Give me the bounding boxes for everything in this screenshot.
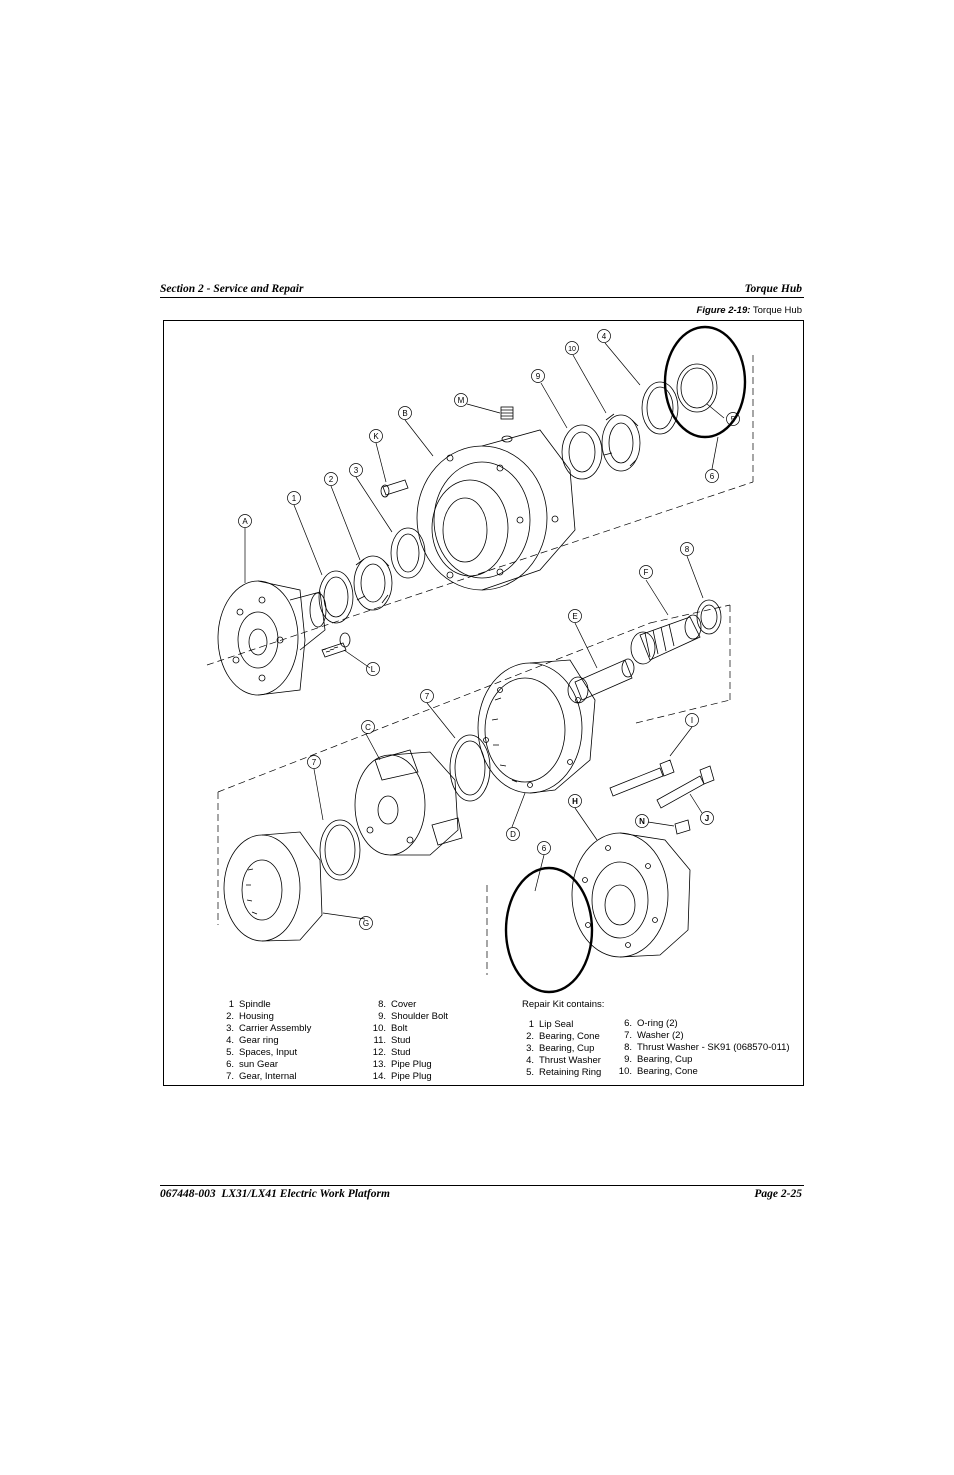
- list-item: 9. Shoulder Bolt: [378, 1011, 449, 1022]
- callout-4: 4: [601, 332, 607, 341]
- callout-d: D: [510, 830, 516, 839]
- figure-label: Figure 2-19:: [696, 305, 751, 316]
- callout-c: C: [365, 723, 371, 732]
- bearing-cup-9: [562, 425, 602, 479]
- header-topic: Torque Hub: [744, 283, 802, 295]
- list-item: 7. Washer (2): [624, 1030, 684, 1041]
- ring-gear: [224, 832, 322, 941]
- callout-h: H: [572, 797, 578, 806]
- callout-7-middle: 7: [424, 692, 430, 701]
- list-item: 12. Stud: [372, 1047, 411, 1058]
- housing: [417, 430, 575, 590]
- list-item: 8. Cover: [378, 999, 417, 1010]
- repair-kit-col1: [522, 1019, 601, 1079]
- list-item: 6. sun Gear: [226, 1059, 279, 1070]
- pipe-plug-m: [501, 407, 513, 419]
- callout-2: 2: [328, 475, 334, 484]
- list-item: 2. Housing: [226, 1011, 274, 1022]
- internal-gear-ring: [478, 660, 595, 793]
- callout-i: I: [690, 716, 694, 725]
- callout-f: F: [643, 568, 649, 577]
- retaining-ring-5: [677, 364, 717, 412]
- callout-b: B: [402, 409, 408, 418]
- bolt-j: [657, 766, 714, 808]
- list-item: 11. Stud: [373, 1035, 411, 1046]
- list-item: 10. Bolt: [372, 1023, 408, 1034]
- list-item: 5. Spaces, Input: [226, 1047, 298, 1058]
- list-item: 4. Gear ring: [226, 1035, 279, 1046]
- bearing-cup-3: [391, 528, 425, 578]
- shoulder-bolt-i: [610, 760, 674, 796]
- parts-list-col2: [368, 999, 448, 1083]
- bolt-k: [381, 480, 408, 497]
- list-item: 1 Spindle: [228, 999, 271, 1010]
- list-item: 5. Retaining Ring: [526, 1067, 602, 1078]
- assembly-axis-lines: [207, 355, 753, 975]
- callout-k: K: [373, 432, 379, 441]
- list-item: 1 Lip Seal: [528, 1019, 574, 1030]
- callout-m: M: [457, 396, 465, 405]
- cover: [572, 833, 690, 957]
- sun-gear-shaft: [568, 659, 634, 703]
- callout-a: A: [242, 517, 248, 526]
- callout-3: 3: [353, 466, 359, 475]
- bearing-cone-2: [354, 556, 392, 610]
- bearing-cone-10: [602, 414, 640, 471]
- bolt-l: [322, 633, 350, 657]
- list-item: 14. Pipe Plug: [372, 1071, 432, 1082]
- repair-kit-title: Repair Kit contains:: [522, 999, 605, 1010]
- footer-page: Page 2-25: [754, 1188, 802, 1200]
- footer-doc: 067448-003 LX31/LX41 Electric Work Platform: [160, 1188, 390, 1200]
- callout-6-lower: 6: [541, 844, 547, 853]
- spindle: [218, 581, 326, 695]
- list-item: 9. Bearing, Cup: [624, 1054, 693, 1065]
- callout-g: G: [362, 919, 370, 928]
- callout-j: J: [704, 814, 710, 823]
- list-item: 3. Bearing, Cup: [526, 1043, 595, 1054]
- figure-title: Torque Hub: [752, 305, 802, 316]
- list-item: 6. O-ring (2): [624, 1018, 678, 1029]
- repair-kit-col2: [614, 1018, 790, 1078]
- footer-rule: [160, 1185, 804, 1186]
- callout-7-left: 7: [311, 758, 317, 767]
- washer-7-left: [320, 820, 360, 880]
- list-item: 2. Bearing, Cone: [526, 1031, 600, 1042]
- callout-10: 10: [568, 346, 576, 353]
- callout-6-upper: 6: [709, 472, 715, 481]
- list-item: 7. Gear, Internal: [226, 1071, 297, 1082]
- callout-l: L: [370, 665, 376, 674]
- list-item: 3. Carrier Assembly: [226, 1023, 312, 1034]
- callout-5: 5: [730, 415, 736, 424]
- callout-1: 1: [291, 494, 297, 503]
- list-item: 8. Thrust Washer - SK91 (068570-011): [624, 1042, 790, 1053]
- carrier-assembly: [355, 750, 462, 855]
- input-gear-shaft: [631, 615, 701, 664]
- list-item: 4. Thrust Washer: [526, 1055, 601, 1066]
- header-section: Section 2 - Service and Repair: [160, 283, 304, 295]
- list-item: 13. Pipe Plug: [372, 1059, 432, 1070]
- o-ring-6-lower: [506, 868, 592, 992]
- callout-8: 8: [684, 545, 690, 554]
- list-item: 10. Bearing, Cone: [618, 1066, 698, 1077]
- pipe-plug-n: [675, 820, 690, 834]
- callout-e: E: [572, 612, 578, 621]
- callout-n: N: [639, 817, 645, 826]
- parts-list-col1: [222, 999, 311, 1083]
- callout-9: 9: [535, 372, 541, 381]
